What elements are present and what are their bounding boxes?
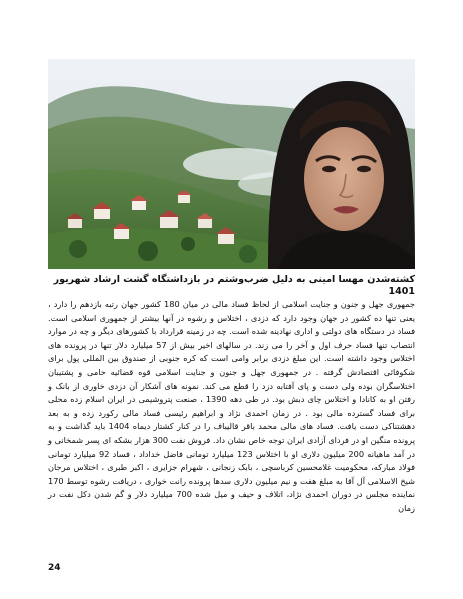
article-photo (48, 59, 415, 269)
photo-caption: کشته‌شدن مهسا امینی به دلیل ضرب‌وشتم در بازداشتگاه گشت ارشاد شهریور 1401 (53, 274, 415, 297)
article-body (48, 298, 415, 516)
page-number: 24 (48, 563, 61, 573)
article-paragraph: جمهوری جهل و جنون و جنایت اسلامی از لحاظ فساد مالی در میان 180 کشور جهان رتبه بازدهم را دارد ، یعنی تنها ده کشور در جهان وجود دارد که دزدی ، اختلاس و رشوه در آنها بیشتر از جمهوری اسلامی است. فساد در دستگاه های دولتی و اداری نهادینه شده است. چه در زمینه قرارداد با کشورهای دیگر و چه در موارد انتصاب تنها فساد حرف اول و آخر را می زند. در سالهای اخیر بیش از 57 میلیارد دلار تنها در پرونده های اختلاس وجود داشته است. این مبلغ دزدی برابر وامی است که کره جنوبی از صندوق بین المللی پول برای شکوفائی اقتصادش گرفته . در جمهوری جهل و جنون و جنایت اسلامی قوه قضائیه حامی و پشتیبان اختلاسگران بوده ولی دست و پای آفتابه دزد را قطع می کند. نمونه های آشکار آن دزدی خاوری از بانک و رفتن او به کانادا و اختلاس چای دبش بود. در طی دهه 1390 ، صنعت پتروشیمی در ایران اسلام زده محلی برای فساد گسترده مالی بود . در زمان احمدی نژاد و ابراهیم رئیسی فساد مالی رکورد زده و به بعد دهشتناکی دست یافت. فساد های مالی محمد باقر قالیباف را در کنار کشتار دیماه 1404 باید گذاشت و به پرونده منگین او در فردای آزادی ایران توجه خاص نشان داد. فروش نفت 300 هزار بشکه ای پسر شمخانی و در آمد ماهیانه 200 میلیون دلاری او با اختلاس 123 میلیارد تومانی فاضل خداداد ، فساد 92 میلیارد تومانی فولاد مبارکه، محکومیت غلامحسین کرباسچی ، بابک زنجانی ، شهرام جزایری ، اکبر طبری ، اختلاس مرجان شیخ الاسلامی آل آقا به مبلغ هفت و نیم میلیون دلاری سدها پرونده رانت خواری ، دریافت رشوه توسط 170 نماینده مجلس در دوران احمدی نژاد، اتلاف و حیف و میل شده 700 میلیارد دلار و گم شدن دکل نفت در زمان (48, 299, 415, 513)
